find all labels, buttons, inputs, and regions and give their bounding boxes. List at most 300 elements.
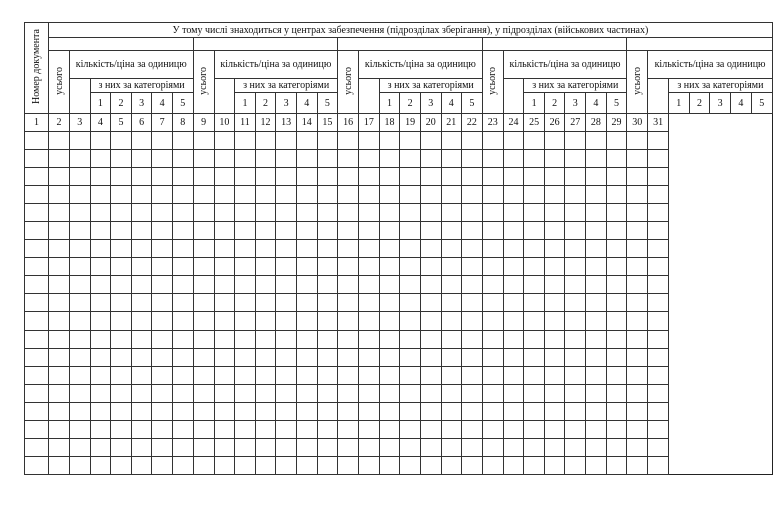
table-cell [193, 348, 214, 366]
table-cell [235, 384, 256, 402]
table-row [25, 366, 773, 384]
table-cell [111, 348, 132, 366]
table-cell [90, 348, 111, 366]
table-cell [235, 330, 256, 348]
table-cell [400, 312, 421, 330]
table-cell [544, 402, 565, 420]
table-cell [420, 186, 441, 204]
total-header [482, 51, 503, 114]
table-cell [317, 312, 338, 330]
table-cell [462, 150, 483, 168]
table-cell [482, 150, 503, 168]
table-cell [482, 312, 503, 330]
table-cell [359, 276, 380, 294]
column-number: 19 [400, 114, 421, 132]
table-cell [193, 186, 214, 204]
table-cell [420, 240, 441, 258]
table-cell [70, 258, 91, 276]
table-cell [131, 276, 152, 294]
table-cell [25, 132, 49, 150]
table-cell [524, 204, 545, 222]
table-cell [544, 150, 565, 168]
table-cell [214, 366, 235, 384]
table-cell [49, 150, 70, 168]
table-cell [400, 420, 421, 438]
table-cell [482, 420, 503, 438]
table-cell [255, 366, 276, 384]
table-cell [524, 312, 545, 330]
column-number: 7 [152, 114, 173, 132]
category-header: 3 [420, 93, 441, 114]
table-cell [25, 366, 49, 384]
table-cell [606, 222, 627, 240]
table-cell [255, 438, 276, 456]
table-cell [338, 348, 359, 366]
table-cell [648, 222, 669, 240]
table-cell [462, 366, 483, 384]
table-cell [172, 294, 193, 312]
total-header [49, 51, 70, 114]
table-cell [544, 294, 565, 312]
table-cell [441, 132, 462, 150]
table-cell [400, 456, 421, 474]
table-cell [648, 420, 669, 438]
table-cell [235, 348, 256, 366]
table-cell [70, 132, 91, 150]
table-cell [648, 132, 669, 150]
table-cell [317, 384, 338, 402]
table-cell [131, 330, 152, 348]
table-cell [544, 420, 565, 438]
table-cell [462, 258, 483, 276]
table-cell [627, 348, 648, 366]
qty-total-header [359, 79, 380, 114]
table-cell [49, 186, 70, 204]
table-cell [193, 150, 214, 168]
column-number: 16 [338, 114, 359, 132]
table-cell [90, 258, 111, 276]
table-cell [565, 294, 586, 312]
table-cell [296, 420, 317, 438]
table-cell [400, 150, 421, 168]
table-cell [214, 204, 235, 222]
table-cell [49, 222, 70, 240]
table-cell [338, 330, 359, 348]
table-cell [25, 330, 49, 348]
table-cell [482, 294, 503, 312]
table-cell [338, 276, 359, 294]
table-cell [565, 330, 586, 348]
table-cell [131, 312, 152, 330]
table-cell [90, 402, 111, 420]
table-cell [276, 204, 297, 222]
table-cell [70, 420, 91, 438]
table-cell [400, 384, 421, 402]
table-cell [172, 276, 193, 294]
table-cell [586, 366, 607, 384]
table-cell [627, 402, 648, 420]
table-cell [544, 240, 565, 258]
table-cell [235, 168, 256, 186]
table-cell [586, 222, 607, 240]
table-cell [400, 402, 421, 420]
table-cell [255, 294, 276, 312]
table-cell [627, 240, 648, 258]
table-cell [503, 420, 524, 438]
table-cell [606, 330, 627, 348]
table-row [25, 294, 773, 312]
table-cell [214, 258, 235, 276]
table-cell [111, 186, 132, 204]
table-cell [462, 384, 483, 402]
table-cell [648, 204, 669, 222]
table-cell [462, 294, 483, 312]
table-cell [172, 258, 193, 276]
table-cell [379, 456, 400, 474]
table-cell [338, 438, 359, 456]
table-cell [441, 420, 462, 438]
table-cell [25, 384, 49, 402]
column-number: 31 [648, 114, 669, 132]
table-cell [152, 222, 173, 240]
table-cell [606, 366, 627, 384]
table-cell [317, 240, 338, 258]
table-cell [503, 456, 524, 474]
table-cell [296, 456, 317, 474]
category-header: 2 [689, 93, 710, 114]
table-cell [565, 384, 586, 402]
table-cell [214, 150, 235, 168]
table-cell [90, 384, 111, 402]
table-cell [565, 132, 586, 150]
table-cell [70, 384, 91, 402]
table-cell [586, 204, 607, 222]
total-header-text: усього [631, 66, 643, 95]
table-cell [627, 186, 648, 204]
table-cell [338, 312, 359, 330]
table-cell [524, 240, 545, 258]
table-cell [172, 438, 193, 456]
table-cell [524, 438, 545, 456]
table-cell [111, 240, 132, 258]
table-cell [482, 276, 503, 294]
category-header: 1 [668, 93, 689, 114]
table-cell [441, 204, 462, 222]
table-cell [296, 294, 317, 312]
table-cell [565, 348, 586, 366]
table-cell [317, 348, 338, 366]
table-cell [420, 456, 441, 474]
table-cell [379, 294, 400, 312]
table-cell [70, 204, 91, 222]
table-cell [586, 402, 607, 420]
column-number: 25 [524, 114, 545, 132]
table-cell [606, 186, 627, 204]
table-cell [400, 240, 421, 258]
table-cell [25, 222, 49, 240]
table-cell [152, 420, 173, 438]
table-cell [193, 456, 214, 474]
table-row [25, 168, 773, 186]
table-cell [586, 132, 607, 150]
table-cell [276, 258, 297, 276]
table-cell [482, 168, 503, 186]
table-cell [317, 456, 338, 474]
table-cell [524, 132, 545, 150]
table-cell [586, 294, 607, 312]
table-cell [420, 330, 441, 348]
category-header: 1 [90, 93, 111, 114]
table-cell [359, 348, 380, 366]
category-header: 5 [317, 93, 338, 114]
table-cell [586, 240, 607, 258]
table-cell [193, 204, 214, 222]
table-cell [400, 294, 421, 312]
table-cell [131, 168, 152, 186]
table-cell [586, 276, 607, 294]
accounting-table [24, 22, 773, 475]
table-cell [462, 330, 483, 348]
table-cell [441, 222, 462, 240]
table-cell [524, 384, 545, 402]
category-header: 3 [131, 93, 152, 114]
table-cell [49, 258, 70, 276]
table-row [25, 222, 773, 240]
table-cell [565, 204, 586, 222]
table-cell [648, 168, 669, 186]
table-cell [90, 204, 111, 222]
table-cell [172, 366, 193, 384]
table-cell [70, 186, 91, 204]
table-cell [111, 438, 132, 456]
category-header: 4 [731, 93, 752, 114]
table-cell [359, 420, 380, 438]
table-cell [214, 420, 235, 438]
table-cell [565, 186, 586, 204]
table-cell [565, 402, 586, 420]
table-cell [235, 438, 256, 456]
table-cell [70, 312, 91, 330]
qty-total-header [503, 79, 524, 114]
table-cell [49, 168, 70, 186]
table-cell [70, 348, 91, 366]
table-cell [565, 438, 586, 456]
table-cell [235, 276, 256, 294]
table-cell [338, 456, 359, 474]
table-cell [359, 240, 380, 258]
table-cell [111, 384, 132, 402]
table-cell [152, 438, 173, 456]
table-row [25, 258, 773, 276]
table-cell [152, 384, 173, 402]
table-cell [379, 204, 400, 222]
table-cell [606, 204, 627, 222]
table-cell [627, 168, 648, 186]
table-cell [379, 150, 400, 168]
qty-price-header: кількість/ціна за одиницю [214, 51, 338, 79]
table-cell [462, 222, 483, 240]
table-cell [235, 420, 256, 438]
group-2-header [193, 38, 338, 51]
table-cell [296, 132, 317, 150]
table-cell [503, 240, 524, 258]
table-cell [379, 402, 400, 420]
table-cell [338, 294, 359, 312]
table-cell [400, 330, 421, 348]
category-header: 3 [565, 93, 586, 114]
by-category-header: з них за категоріями [90, 79, 193, 93]
category-header: 3 [710, 93, 731, 114]
table-cell [565, 222, 586, 240]
table-cell [235, 150, 256, 168]
table-cell [503, 294, 524, 312]
table-cell [441, 168, 462, 186]
table-cell [462, 456, 483, 474]
table-cell [544, 348, 565, 366]
table-cell [420, 276, 441, 294]
table-cell [235, 240, 256, 258]
table-cell [462, 348, 483, 366]
table-cell [25, 258, 49, 276]
table-cell [462, 402, 483, 420]
table-cell [214, 402, 235, 420]
table-cell [503, 168, 524, 186]
table-cell [152, 186, 173, 204]
table-cell [503, 186, 524, 204]
table-cell [172, 420, 193, 438]
table-cell [482, 186, 503, 204]
column-number: 28 [586, 114, 607, 132]
table-cell [296, 204, 317, 222]
table-cell [70, 402, 91, 420]
table-cell [25, 240, 49, 258]
table-cell [420, 384, 441, 402]
table-cell [111, 312, 132, 330]
table-cell [627, 366, 648, 384]
table-cell [606, 294, 627, 312]
column-number: 29 [606, 114, 627, 132]
table-cell [111, 366, 132, 384]
table-cell [400, 438, 421, 456]
table-cell [359, 384, 380, 402]
table-row [25, 312, 773, 330]
table-cell [627, 204, 648, 222]
table-row [25, 348, 773, 366]
table-cell [255, 456, 276, 474]
by-category-header: з них за категоріями [235, 79, 338, 93]
qty-price-header: кількість/ціна за одиницю [648, 51, 773, 79]
table-cell [111, 204, 132, 222]
table-cell [338, 204, 359, 222]
table-cell [565, 168, 586, 186]
table-cell [379, 348, 400, 366]
table-cell [49, 402, 70, 420]
table-cell [90, 366, 111, 384]
category-header: 1 [379, 93, 400, 114]
table-cell [482, 348, 503, 366]
table-cell [379, 366, 400, 384]
table-cell [462, 312, 483, 330]
table-cell [131, 258, 152, 276]
table-cell [503, 384, 524, 402]
table-cell [338, 258, 359, 276]
table-cell [70, 168, 91, 186]
table-cell [627, 312, 648, 330]
table-cell [214, 132, 235, 150]
table-cell [276, 438, 297, 456]
table-cell [441, 384, 462, 402]
table-cell [648, 348, 669, 366]
qty-total-header [214, 79, 235, 114]
table-cell [255, 204, 276, 222]
table-cell [462, 132, 483, 150]
table-cell [606, 276, 627, 294]
column-number: 13 [276, 114, 297, 132]
group-5-header [627, 38, 773, 51]
table-cell [420, 168, 441, 186]
table-cell [296, 348, 317, 366]
table-cell [606, 168, 627, 186]
table-cell [586, 330, 607, 348]
table-cell [606, 348, 627, 366]
table-cell [152, 312, 173, 330]
table-cell [544, 438, 565, 456]
category-header: 4 [586, 93, 607, 114]
table-cell [317, 330, 338, 348]
table-cell [276, 150, 297, 168]
table-cell [359, 366, 380, 384]
table-cell [49, 438, 70, 456]
table-cell [235, 456, 256, 474]
table-cell [49, 204, 70, 222]
category-header: 3 [276, 93, 297, 114]
table-cell [111, 132, 132, 150]
table-cell [131, 348, 152, 366]
table-cell [379, 132, 400, 150]
qty-total-header [648, 79, 669, 114]
table-cell [214, 240, 235, 258]
table-cell [152, 150, 173, 168]
table-cell [296, 168, 317, 186]
table-cell [25, 456, 49, 474]
table-cell [565, 420, 586, 438]
table-cell [255, 240, 276, 258]
column-number: 12 [255, 114, 276, 132]
column-number: 9 [193, 114, 214, 132]
table-cell [379, 438, 400, 456]
table-cell [420, 348, 441, 366]
table-cell [544, 366, 565, 384]
table-cell [586, 456, 607, 474]
column-number: 1 [25, 114, 49, 132]
table-cell [172, 330, 193, 348]
table-cell [586, 348, 607, 366]
table-cell [441, 276, 462, 294]
column-number: 20 [420, 114, 441, 132]
category-header: 1 [524, 93, 545, 114]
table-cell [400, 258, 421, 276]
table-cell [131, 240, 152, 258]
table-cell [152, 294, 173, 312]
table-cell [565, 312, 586, 330]
table-cell [193, 240, 214, 258]
table-cell [420, 222, 441, 240]
table-cell [379, 240, 400, 258]
table-cell [276, 222, 297, 240]
table-cell [172, 348, 193, 366]
table-cell [565, 258, 586, 276]
table-cell [214, 438, 235, 456]
